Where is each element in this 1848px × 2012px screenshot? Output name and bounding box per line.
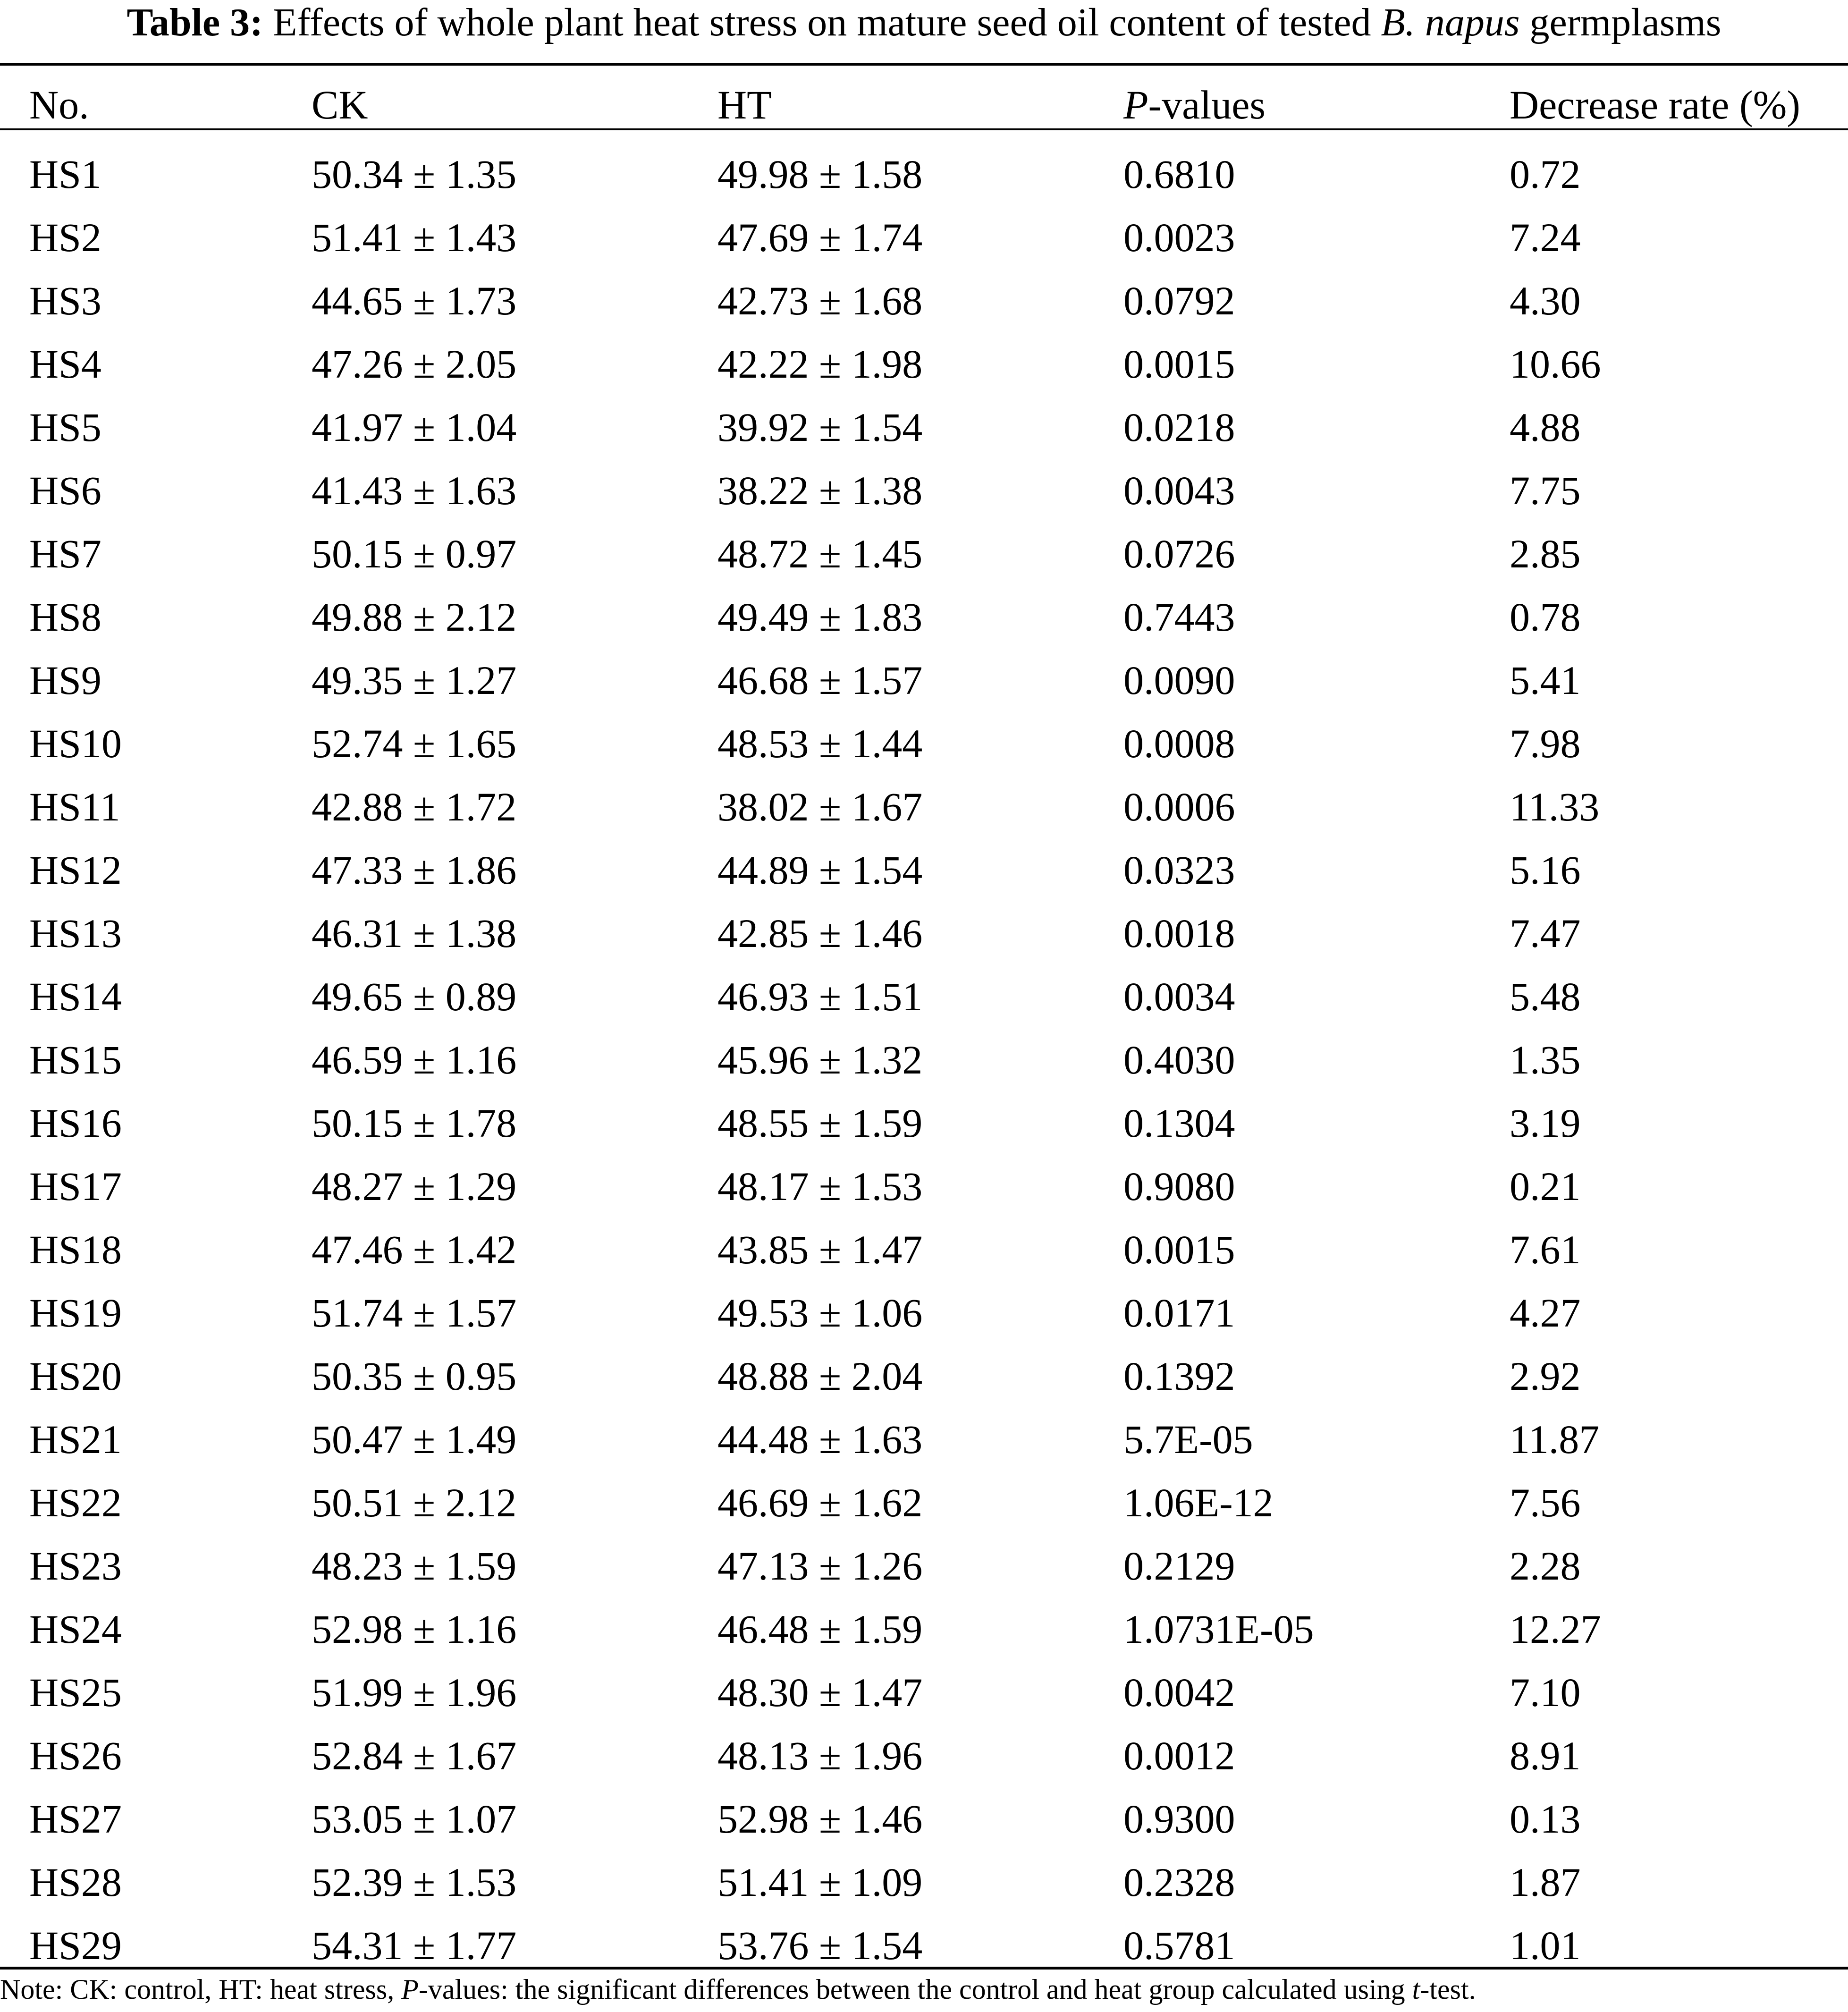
note-p-italic: P xyxy=(401,1974,419,2005)
cell-pvalue: 0.7443 xyxy=(1123,594,1235,640)
table-row xyxy=(0,1914,1848,1977)
cell-ht: 53.76 ± 1.54 xyxy=(717,1923,923,1968)
cell-ck: 50.34 ± 1.35 xyxy=(312,152,517,197)
cell-no: HS12 xyxy=(29,847,122,893)
cell-no: HS15 xyxy=(29,1037,122,1082)
cell-ht: 45.96 ± 1.32 xyxy=(717,1037,923,1082)
top-rule xyxy=(0,63,1848,66)
cell-decrease-rate: 2.28 xyxy=(1510,1543,1581,1589)
cell-no: HS3 xyxy=(29,278,101,323)
cell-ck: 52.39 ± 1.53 xyxy=(312,1860,517,1905)
cell-pvalue: 1.0731E-05 xyxy=(1123,1606,1314,1652)
cell-no: HS9 xyxy=(29,658,101,703)
cell-ht: 49.98 ± 1.58 xyxy=(717,152,923,197)
cell-decrease-rate: 4.27 xyxy=(1510,1290,1581,1336)
cell-decrease-rate: 4.88 xyxy=(1510,405,1581,450)
cell-pvalue: 0.0015 xyxy=(1123,1227,1235,1272)
table-row xyxy=(0,1851,1848,1914)
cell-ck: 49.65 ± 0.89 xyxy=(312,974,517,1019)
table-row xyxy=(0,459,1848,522)
cell-pvalue: 0.6810 xyxy=(1123,152,1235,197)
note-part-1: Note: CK: control, HT: heat stress, xyxy=(0,1974,402,2005)
cell-decrease-rate: 0.78 xyxy=(1510,594,1581,640)
table-row xyxy=(0,396,1848,459)
cell-ck: 46.31 ± 1.38 xyxy=(312,911,517,956)
table-row xyxy=(0,1471,1848,1534)
cell-ht: 43.85 ± 1.47 xyxy=(717,1227,923,1272)
table-row xyxy=(0,522,1848,585)
cell-no: HS27 xyxy=(29,1796,122,1842)
cell-pvalue: 0.0042 xyxy=(1123,1670,1235,1715)
cell-ht: 44.48 ± 1.63 xyxy=(717,1417,923,1462)
header-ht: HT xyxy=(717,82,772,127)
table-caption-text: Effects of whole plant heat stress on mature seed oil content of tested xyxy=(263,0,1381,44)
cell-ck: 52.84 ± 1.67 xyxy=(312,1733,517,1778)
table-row xyxy=(0,1787,1848,1851)
cell-decrease-rate: 11.87 xyxy=(1510,1417,1600,1462)
cell-pvalue: 0.5781 xyxy=(1123,1923,1235,1968)
table-row xyxy=(0,1218,1848,1281)
cell-ck: 50.15 ± 1.78 xyxy=(312,1100,517,1146)
cell-ht: 48.13 ± 1.96 xyxy=(717,1733,923,1778)
cell-ck: 47.46 ± 1.42 xyxy=(312,1227,517,1272)
cell-no: HS6 xyxy=(29,468,101,513)
table-row xyxy=(0,902,1848,965)
cell-ck: 50.51 ± 2.12 xyxy=(312,1480,517,1525)
cell-pvalue: 0.9080 xyxy=(1123,1164,1235,1209)
table-body xyxy=(0,136,1848,1977)
cell-no: HS18 xyxy=(29,1227,122,1272)
cell-decrease-rate: 0.13 xyxy=(1510,1796,1581,1842)
cell-pvalue: 0.0043 xyxy=(1123,468,1235,513)
cell-ck: 51.41 ± 1.43 xyxy=(312,215,517,260)
cell-decrease-rate: 11.33 xyxy=(1510,784,1600,829)
table-row xyxy=(0,1155,1848,1218)
oil-content-table xyxy=(0,74,1848,1977)
cell-pvalue: 0.0034 xyxy=(1123,974,1235,1019)
cell-no: HS16 xyxy=(29,1100,122,1146)
cell-ht: 46.93 ± 1.51 xyxy=(717,974,923,1019)
table-row xyxy=(0,269,1848,332)
table-row xyxy=(0,332,1848,396)
cell-no: HS22 xyxy=(29,1480,122,1525)
cell-pvalue: 0.0090 xyxy=(1123,658,1235,703)
cell-ht: 44.89 ± 1.54 xyxy=(717,847,923,893)
table-row xyxy=(0,1724,1848,1787)
cell-no: HS17 xyxy=(29,1164,122,1209)
cell-no: HS4 xyxy=(29,341,101,387)
table-row xyxy=(0,585,1848,649)
cell-ht: 47.69 ± 1.74 xyxy=(717,215,923,260)
cell-no: HS14 xyxy=(29,974,122,1019)
cell-ht: 48.55 ± 1.59 xyxy=(717,1100,923,1146)
cell-decrease-rate: 7.47 xyxy=(1510,911,1581,956)
cell-ck: 47.33 ± 1.86 xyxy=(312,847,517,893)
cell-no: HS23 xyxy=(29,1543,122,1589)
cell-decrease-rate: 12.27 xyxy=(1510,1606,1601,1652)
cell-ht: 47.13 ± 1.26 xyxy=(717,1543,923,1589)
table-row xyxy=(0,1661,1848,1724)
cell-decrease-rate: 3.19 xyxy=(1510,1100,1581,1146)
cell-ht: 46.48 ± 1.59 xyxy=(717,1606,923,1652)
cell-pvalue: 5.7E-05 xyxy=(1123,1417,1253,1462)
cell-pvalue: 0.0323 xyxy=(1123,847,1235,893)
table-row xyxy=(0,775,1848,838)
table-caption-suffix: germplasms xyxy=(1519,0,1721,44)
cell-no: HS28 xyxy=(29,1860,122,1905)
cell-pvalue: 0.0218 xyxy=(1123,405,1235,450)
cell-no: HS1 xyxy=(29,152,101,197)
cell-pvalue: 0.0792 xyxy=(1123,278,1235,323)
cell-ht: 48.17 ± 1.53 xyxy=(717,1164,923,1209)
cell-no: HS25 xyxy=(29,1670,122,1715)
cell-decrease-rate: 10.66 xyxy=(1510,341,1601,387)
cell-ht: 46.68 ± 1.57 xyxy=(717,658,923,703)
cell-ht: 49.49 ± 1.83 xyxy=(717,594,923,640)
table-row xyxy=(0,1598,1848,1661)
cell-decrease-rate: 1.01 xyxy=(1510,1923,1581,1968)
cell-pvalue: 0.2129 xyxy=(1123,1543,1235,1589)
note-part-3: -test. xyxy=(1420,1974,1476,2005)
cell-pvalue: 0.0171 xyxy=(1123,1290,1235,1336)
cell-decrease-rate: 0.21 xyxy=(1510,1164,1581,1209)
cell-ck: 41.97 ± 1.04 xyxy=(312,405,517,450)
cell-no: HS29 xyxy=(29,1923,122,1968)
cell-ck: 48.23 ± 1.59 xyxy=(312,1543,517,1589)
cell-ck: 50.35 ± 0.95 xyxy=(312,1353,517,1399)
cell-ht: 48.88 ± 2.04 xyxy=(717,1353,923,1399)
cell-ck: 51.74 ± 1.57 xyxy=(312,1290,517,1336)
cell-ck: 51.99 ± 1.96 xyxy=(312,1670,517,1715)
table-row xyxy=(0,1091,1848,1155)
cell-pvalue: 0.0018 xyxy=(1123,911,1235,956)
cell-decrease-rate: 8.91 xyxy=(1510,1733,1581,1778)
cell-ck: 42.88 ± 1.72 xyxy=(312,784,517,829)
cell-ck: 46.59 ± 1.16 xyxy=(312,1037,517,1082)
table-row xyxy=(0,1028,1848,1091)
cell-decrease-rate: 4.30 xyxy=(1510,278,1581,323)
cell-no: HS10 xyxy=(29,721,122,766)
table-row xyxy=(0,1344,1848,1408)
cell-decrease-rate: 1.35 xyxy=(1510,1037,1581,1082)
cell-pvalue: 0.4030 xyxy=(1123,1037,1235,1082)
cell-pvalue: 0.1304 xyxy=(1123,1100,1235,1146)
cell-decrease-rate: 7.56 xyxy=(1510,1480,1581,1525)
cell-ck: 49.35 ± 1.27 xyxy=(312,658,517,703)
cell-pvalue: 0.9300 xyxy=(1123,1796,1235,1842)
table-note xyxy=(0,1972,1848,2012)
table-row xyxy=(0,1408,1848,1471)
table-caption xyxy=(0,0,1848,57)
cell-pvalue: 1.06E-12 xyxy=(1123,1480,1274,1525)
cell-ht: 39.92 ± 1.54 xyxy=(717,405,923,450)
cell-pvalue: 0.2328 xyxy=(1123,1860,1235,1905)
cell-ht: 38.22 ± 1.38 xyxy=(717,468,923,513)
header-pvalues-text: -values xyxy=(1148,82,1266,127)
table-caption-label: Table 3: xyxy=(127,0,263,44)
cell-no: HS26 xyxy=(29,1733,122,1778)
header-pvalues xyxy=(1094,74,1480,136)
cell-no: HS5 xyxy=(29,405,101,450)
cell-no: HS20 xyxy=(29,1353,122,1399)
cell-decrease-rate: 2.92 xyxy=(1510,1353,1581,1399)
cell-no: HS7 xyxy=(29,531,101,576)
cell-no: HS2 xyxy=(29,215,101,260)
table-row xyxy=(0,838,1848,902)
cell-decrease-rate: 7.10 xyxy=(1510,1670,1581,1715)
cell-ck: 53.05 ± 1.07 xyxy=(312,1796,517,1842)
cell-ck: 50.15 ± 0.97 xyxy=(312,531,517,576)
cell-ck: 49.88 ± 2.12 xyxy=(312,594,517,640)
cell-pvalue: 0.0015 xyxy=(1123,341,1235,387)
cell-pvalue: 0.0023 xyxy=(1123,215,1235,260)
cell-decrease-rate: 0.72 xyxy=(1510,152,1581,197)
cell-ck: 54.31 ± 1.77 xyxy=(312,1923,517,1968)
cell-ht: 48.72 ± 1.45 xyxy=(717,531,923,576)
table-row xyxy=(0,206,1848,269)
table-caption-species: B. napus xyxy=(1381,0,1520,44)
cell-pvalue: 0.0008 xyxy=(1123,721,1235,766)
cell-ht: 48.53 ± 1.44 xyxy=(717,721,923,766)
cell-ck: 52.74 ± 1.65 xyxy=(312,721,517,766)
cell-decrease-rate: 5.16 xyxy=(1510,847,1581,893)
cell-pvalue: 0.0012 xyxy=(1123,1733,1235,1778)
cell-ck: 41.43 ± 1.63 xyxy=(312,468,517,513)
cell-ht: 38.02 ± 1.67 xyxy=(717,784,923,829)
cell-ht: 42.73 ± 1.68 xyxy=(717,278,923,323)
table-row xyxy=(0,1281,1848,1344)
cell-ht: 42.85 ± 1.46 xyxy=(717,911,923,956)
cell-decrease-rate: 7.75 xyxy=(1510,468,1581,513)
cell-decrease-rate: 5.41 xyxy=(1510,658,1581,703)
cell-no: HS13 xyxy=(29,911,122,956)
cell-ht: 48.30 ± 1.47 xyxy=(717,1670,923,1715)
cell-no: HS8 xyxy=(29,594,101,640)
header-pvalues-italic: P xyxy=(1123,82,1148,127)
cell-pvalue: 0.0006 xyxy=(1123,784,1235,829)
cell-no: HS11 xyxy=(29,784,120,829)
header-decrease-rate: Decrease rate (%) xyxy=(1510,82,1800,127)
cell-decrease-rate: 7.98 xyxy=(1510,721,1581,766)
cell-ck: 48.27 ± 1.29 xyxy=(312,1164,517,1209)
table-row xyxy=(0,1534,1848,1598)
cell-ck: 52.98 ± 1.16 xyxy=(312,1606,517,1652)
cell-ht: 42.22 ± 1.98 xyxy=(717,341,923,387)
note-part-2: -values: the significant differences between the control and heat group calculated using xyxy=(418,1974,1412,2005)
cell-decrease-rate: 7.61 xyxy=(1510,1227,1581,1272)
cell-ht: 52.98 ± 1.46 xyxy=(717,1796,923,1842)
cell-decrease-rate: 2.85 xyxy=(1510,531,1581,576)
cell-pvalue: 0.1392 xyxy=(1123,1353,1235,1399)
cell-pvalue: 0.0726 xyxy=(1123,531,1235,576)
cell-ht: 49.53 ± 1.06 xyxy=(717,1290,923,1336)
table-row xyxy=(0,712,1848,775)
cell-no: HS24 xyxy=(29,1606,122,1652)
cell-decrease-rate: 1.87 xyxy=(1510,1860,1581,1905)
header-ck: CK xyxy=(312,82,368,127)
cell-ck: 47.26 ± 2.05 xyxy=(312,341,517,387)
table-header-row xyxy=(0,74,1848,136)
cell-ht: 46.69 ± 1.62 xyxy=(717,1480,923,1525)
cell-ck: 44.65 ± 1.73 xyxy=(312,278,517,323)
cell-no: HS21 xyxy=(29,1417,122,1462)
table-row xyxy=(0,649,1848,712)
cell-ck: 50.47 ± 1.49 xyxy=(312,1417,517,1462)
note-t-italic: t xyxy=(1412,1974,1420,2005)
cell-decrease-rate: 7.24 xyxy=(1510,215,1581,260)
cell-no: HS19 xyxy=(29,1290,122,1336)
table-row xyxy=(0,136,1848,206)
cell-ht: 51.41 ± 1.09 xyxy=(717,1860,923,1905)
cell-decrease-rate: 5.48 xyxy=(1510,974,1581,1019)
header-no: No. xyxy=(29,82,89,127)
table-row xyxy=(0,965,1848,1028)
